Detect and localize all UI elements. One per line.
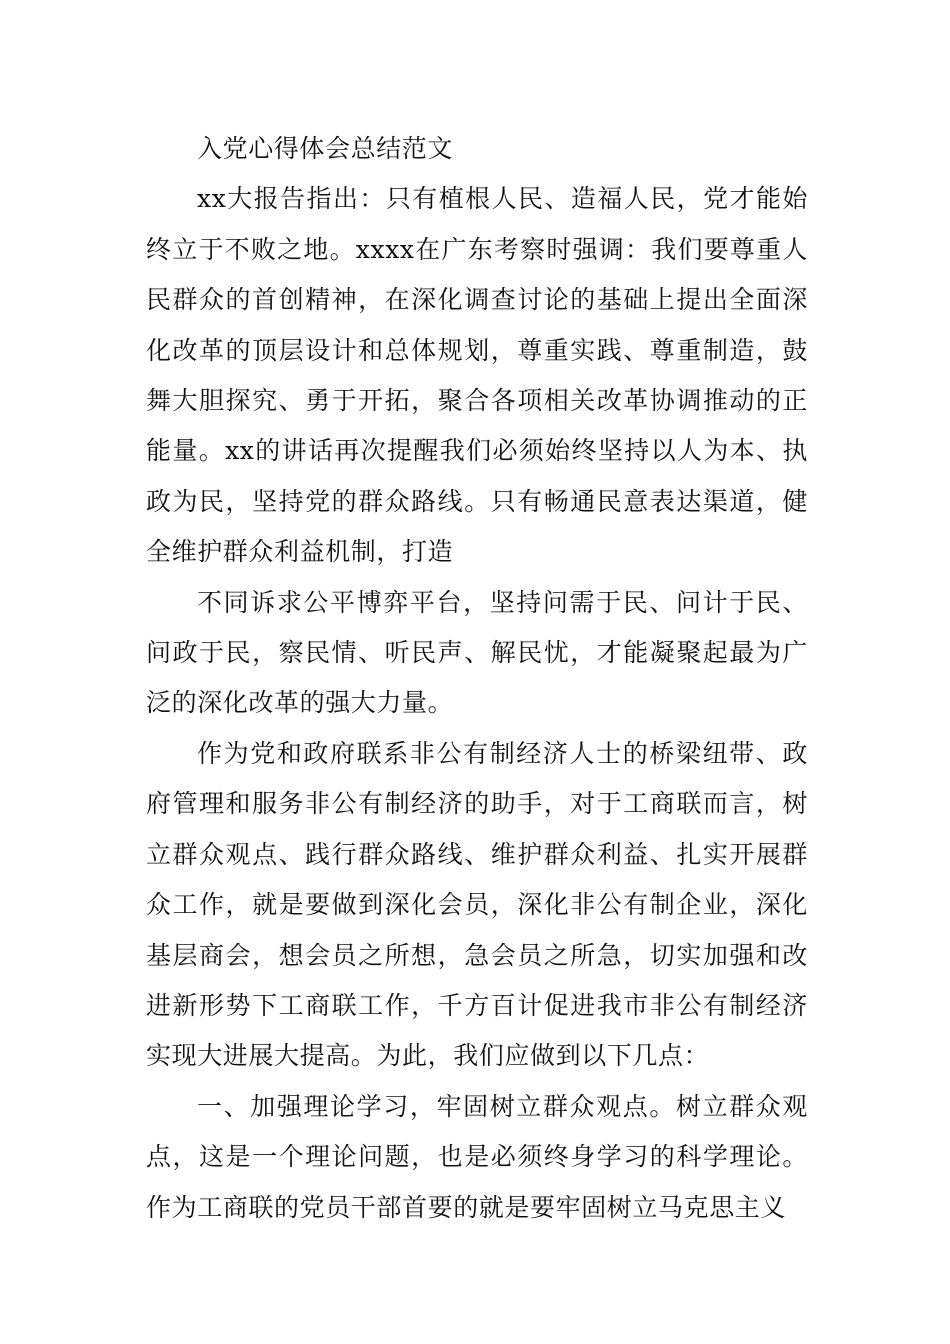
- document-title: 入党心得体会总结范文: [197, 134, 454, 163]
- paragraph-4: 一、加强理论学习，牢固树立群众观点。树立群众观点，这是一个理论问题，也是必须终身学习的科学理论。作为工商联的党员干部首要的就是要牢固树立马克思主义: [146, 1091, 808, 1222]
- document-body: [146, 124, 808, 1233]
- paragraph-3: 作为党和政府联系非公有制经济人士的桥梁纽带、政府管理和服务非公有制经济的助手，对于工商联而言，树立群众观点、践行群众路线、维护群众利益、扎实开展群众工作，就是要做到深化会员，深化非公有制企业，深化基层商会，想会员之所想，急会员之所急，切实加强和改进新形势下工商联工作，千方百计促进我市非公有制经济实现大进展大提高。为此，我们应做到以下几点：: [146, 738, 808, 1071]
- paragraph-2: 不同诉求公平博弈平台，坚持问需于民、问计于民、问政于民，察民情、听民声、解民忧，才能凝聚起最为广泛的深化改革的强大力量。: [146, 587, 808, 718]
- paragraph-1: xx大报告指出：只有植根人民、造福人民，党才能始终立于不败之地。xxxx在广东考察时强调：我们要尊重人民群众的首创精神，在深化调查讨论的基础上提出全面深化改革的顶层设计和总体规划，尊重实践、尊重制造，鼓舞大胆探究、勇于开拓，聚合各项相关改革协调推动的正能量。xx的讲话再次提醒我们必须始终坚持以人为本、执政为民，坚持党的群众路线。只有畅通民意表达渠道，健全维护群众利益机制，打造: [146, 184, 808, 567]
